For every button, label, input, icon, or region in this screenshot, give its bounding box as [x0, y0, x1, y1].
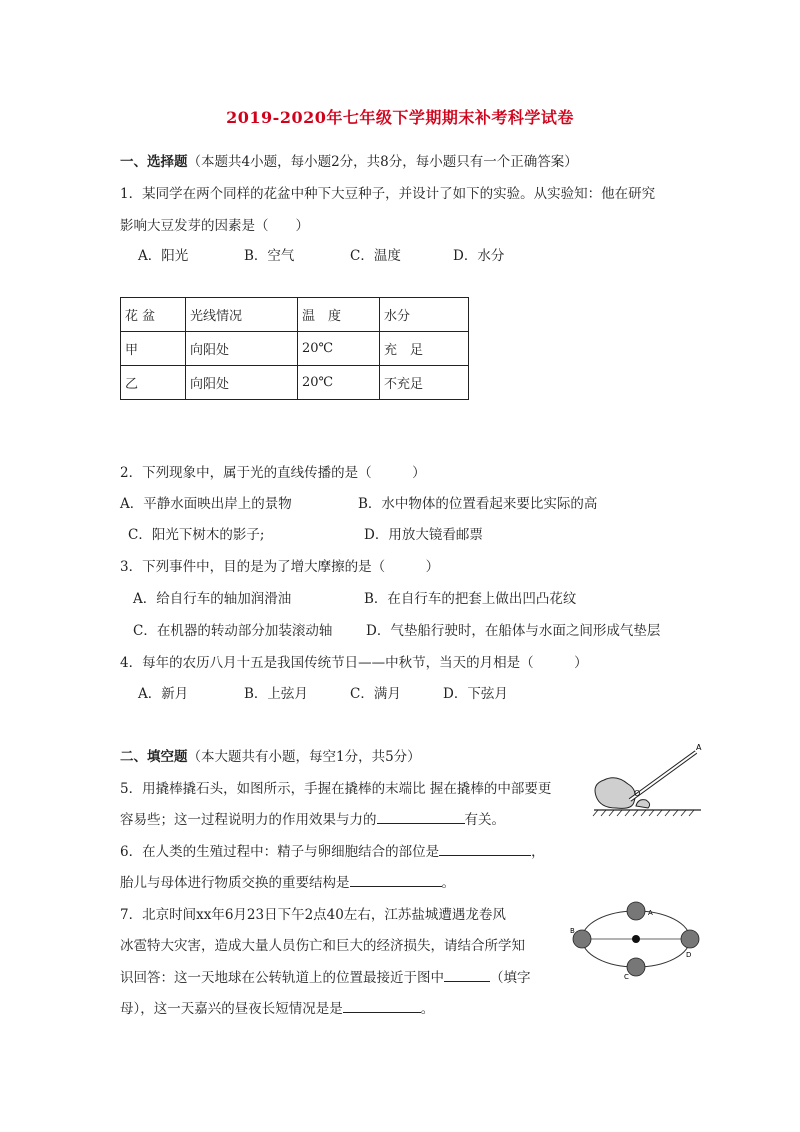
earth-icon [573, 930, 591, 948]
q7-answer-blank-1[interactable] [444, 968, 490, 982]
q7-line-3 [120, 966, 531, 986]
q5-line-2-text: 容易些；这一过程说明力的作用效果与力的 [120, 812, 377, 828]
table-row [121, 366, 469, 400]
table-cell: 充 足 [380, 332, 469, 366]
label-o: O [634, 789, 641, 798]
q7-answer-blank-2[interactable] [343, 999, 421, 1013]
table-row [121, 332, 469, 366]
earth-icon [627, 902, 645, 920]
table-cell: 乙 [121, 366, 186, 400]
q7-line-4 [120, 997, 434, 1017]
q2-option-d: D．用放大镜看邮票 [364, 527, 483, 543]
q2-stem: 2．下列现象中，属于光的直线传播的是（ ） [120, 465, 426, 481]
q5-line-1: 5．用撬棒撬石头，如图所示，手握在撬棒的末端比 握在撬棒的中部要更 [120, 781, 552, 797]
q1-option-d: D．水分 [453, 248, 505, 264]
table-header-row [121, 298, 469, 332]
q7-line-1: 7．北京时间xx年6月23日下午2点40左右，江苏盐城遭遇龙卷风 [120, 907, 506, 923]
q5-answer-blank[interactable] [377, 810, 465, 824]
q4-stem: 4．每年的农历八月十五是我国传统节日——中秋节，当天的月相是（ ） [120, 655, 588, 671]
q3-option-a: A．给自行车的轴加润滑油 [133, 591, 292, 607]
lever-figure [586, 740, 704, 824]
q4-option-b: B．上弦月 [244, 686, 308, 702]
section-2-heading: 二、填空题 [120, 749, 188, 765]
fulcrum-stone [636, 800, 650, 808]
table-cell: 20℃ [298, 332, 380, 366]
q6-line-2-end: 。 [441, 875, 455, 891]
earth-orbit-figure [568, 897, 704, 983]
table-cell: 向阳处 [186, 366, 298, 400]
q6-answer-blank-1[interactable] [439, 842, 531, 856]
label-a: A [696, 743, 702, 752]
q7-line-2: 冰雹特大灾害，造成大量人员伤亡和巨大的经济损失，请结合所学知 [120, 938, 525, 954]
table-header-cell: 温 度 [298, 298, 380, 332]
q2-option-a: A．平静水面映出岸上的景物 [120, 496, 292, 512]
earth-icon [681, 930, 699, 948]
q1-option-b: B．空气 [244, 248, 295, 264]
q3-option-b: B．在自行车的把套上做出凹凸花纹 [364, 591, 577, 607]
section-2-note: （本大题共有小题，每空1分，共5分） [187, 749, 421, 765]
table-cell: 不充足 [380, 366, 469, 400]
section-2-header [120, 745, 421, 765]
table-header-cell: 水分 [380, 298, 469, 332]
orbit-label-b: B [570, 927, 575, 935]
q1-option-c: C．温度 [350, 248, 401, 264]
q7-line-4-end: 。 [420, 1001, 435, 1017]
q1-line-1: 1．某同学在两个同样的花盆中种下大豆种子，并设计了如下的实验。从实验知：他在研究 [120, 186, 656, 202]
q6-line-1-text: 6．在人类的生殖过程中：精子与卵细胞结合的部位是 [120, 844, 440, 860]
orbit-label-d: D [686, 951, 692, 959]
q1-option-a: A．阳光 [138, 248, 189, 264]
table-cell: 20℃ [298, 366, 380, 400]
sun-icon [632, 935, 640, 943]
table-header-cell: 光线情况 [186, 298, 298, 332]
q5-line-2-end: 有关。 [464, 812, 505, 828]
q2-option-c: C．阳光下树木的影子; [128, 527, 265, 543]
q1-line-2: 影响大豆发芽的因素是（ ） [120, 218, 309, 234]
q4-option-a: A．新月 [138, 686, 189, 702]
section-1-note: （本题共4小题，每小题2分，共8分，每小题只有一个正确答案） [187, 154, 578, 170]
table-cell: 甲 [121, 332, 186, 366]
q7-line-3-text: 识回答：这一天地球在公转轨道上的位置最接近于图中 [120, 970, 444, 986]
q6-line-1 [120, 840, 545, 860]
table-cell: 向阳处 [186, 332, 298, 366]
orbit-label-c: C [624, 973, 629, 981]
section-1-header [120, 150, 578, 170]
q6-line-1-end: ， [531, 844, 545, 860]
q7-line-4-text: 母），这一天嘉兴的昼夜长短情况是是 [120, 1001, 343, 1017]
q1-experiment-table [120, 297, 469, 400]
section-1-heading: 一、选择题 [120, 154, 188, 170]
q2-option-b: B．水中物体的位置看起来要比实际的高 [358, 496, 598, 512]
q6-answer-blank-2[interactable] [350, 873, 442, 887]
q4-option-d: D．下弦月 [443, 686, 508, 702]
q3-stem: 3．下列事件中，目的是为了增大摩擦的是（ ） [120, 559, 440, 575]
table-header-cell: 花 盆 [121, 298, 186, 332]
page-title: 2019-2020年七年级下学期期末补考科学试卷 [226, 108, 574, 127]
earth-icon [627, 958, 645, 976]
q6-line-2-text: 胎儿与母体进行物质交换的重要结构是 [120, 875, 350, 891]
q3-option-d: D．气垫船行驶时，在船体与水面之间形成气垫层 [366, 623, 661, 639]
q6-line-2 [120, 871, 455, 891]
q7-line-3-end: （填字 [490, 970, 531, 986]
q5-line-2 [120, 808, 505, 828]
rock-shape [595, 778, 635, 809]
q4-option-c: C．满月 [350, 686, 401, 702]
q3-option-c: C．在机器的转动部分加装滚动轴 [133, 623, 333, 639]
orbit-label-a: A [648, 909, 653, 917]
